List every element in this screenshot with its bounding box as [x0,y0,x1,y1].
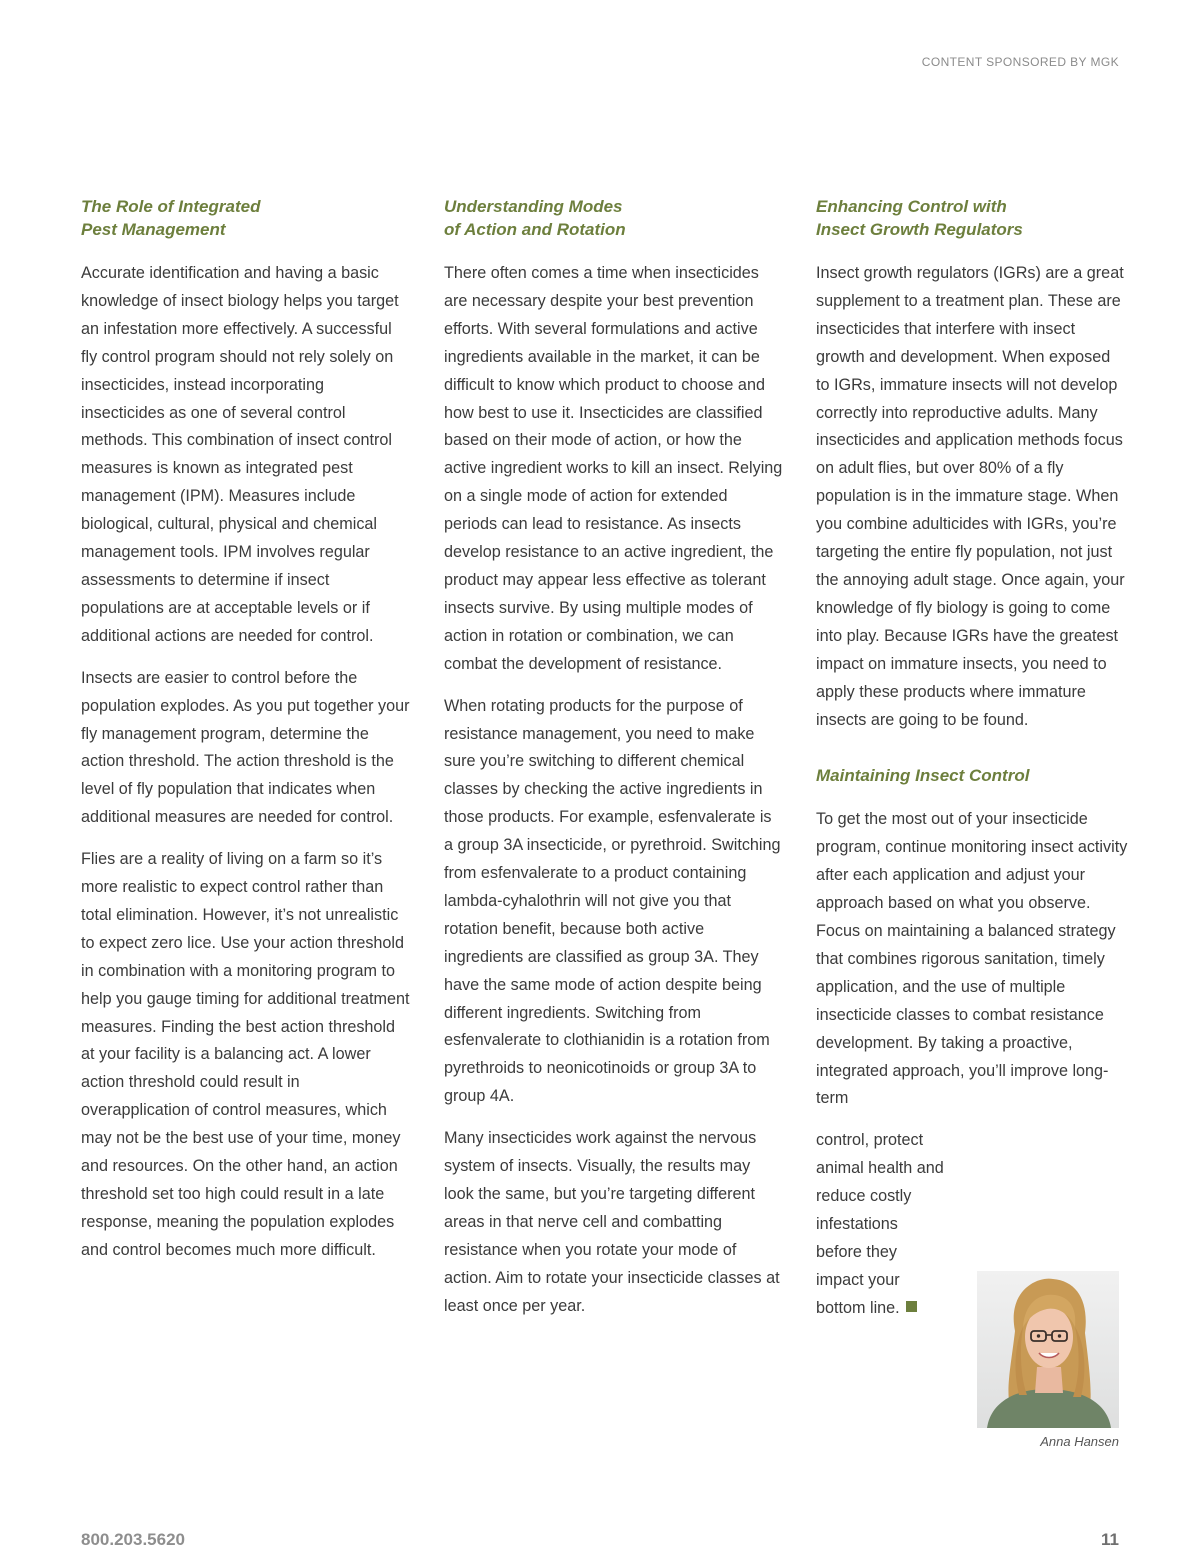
heading-maintaining-control: Maintaining Insect Control [816,766,1030,786]
footer-phone: 800.203.5620 [81,1530,185,1549]
heading-igr-line1: Enhancing Control with [816,197,1007,216]
column-ipm [81,195,411,1265]
author-portrait-icon [977,1271,1119,1428]
heading-igr-line2: Insect Growth Regulators [816,220,1023,239]
heading-modes-line1: Understanding Modes [444,197,623,216]
wrapped-lines [816,1127,976,1322]
paragraph: When rotating products for the purpose of resistance management, you need to make sure you’re switching to different chemical classes by checking the active ingredients in those products. For example, esfenvalerate is a group 3A insecticide, or pyrethroid. Switching from esfenvalerate to a product containing lambda-cyhalothrin will not give you that rotation benefit, because both active ingredients are classified as group 3A. They have the same mode of action despite being different ingredients. Switching from esfenvalerate to clothianidin is a rotation from pyrethroids to neonicotinoids or group 3A to group 4A. [444,696,781,1106]
heading-igr [816,195,1128,241]
wrap-line: bottom line. [816,1298,900,1317]
heading-modes-line2: of Action and Rotation [444,220,626,239]
column-modes-of-action [444,195,784,1321]
paragraph: Insect growth regulators (IGRs) are a great supplement to a treatment plan. These are insecticides that interfere with insect growth and development. When exposed to IGRs, immature insects will not develop correctly into reproductive adults. Many insecticides and application methods focus on adult flies, but over 80% of a fly population is in the immature stage. When you combine adulticides with IGRs, you’re targeting the entire fly population, not just the annoying adult stage. Once again, your knowledge of fly biology is going to come into play. Because IGRs have the greatest impact on immature insects, you need to apply these products where immature insects are going to be found. [816,264,1125,729]
wrap-line: control, protect [816,1131,924,1150]
wrap-line: infestations [816,1215,898,1234]
end-square-icon [906,1301,917,1312]
wrap-line: before they [816,1243,897,1261]
wrap-line: animal health and [816,1159,944,1178]
heading-ipm [81,195,411,241]
wrap-line: impact your [816,1270,900,1289]
paragraph: Flies are a reality of living on a farm so it’s more realistic to expect control rather than total elimination. However, it’s not unrealistic to expect zero lice. Use your action threshold in combination with a monitoring program to help you gauge timing for additional treatment measures. Finding the best action threshold at your facility is a balancing act. A lower action threshold could result in overapplication of control measures, which may not be the best use of your time, money and resources. On the other hand, an action threshold set too high could result in a late response, meaning the population explodes and control becomes much more difficult. [81,850,410,1259]
heading-modes-of-action [444,195,784,241]
paragraph: There often comes a time when insecticides are necessary despite your best prevention efforts. With several formulations and active ingredients available in the market, it can be difficult to know which product to choose and how best to use it. Insecticides are classified based on their mode of action, or how the active ingredient works to kill an insect. Relying on a single mode of action for extended periods can lead to resistance. As insects develop resistance to an active ingredient, the product may appear less effective as tolerant insects survive. By using multiple modes of action in rotation or combination, we can combat the development of resistance. [444,264,783,673]
paragraph: To get the most out of your insecticide program, continue monitoring insect activity after each application and adjust your approach based on what you observe. Focus on maintaining a balanced strategy that combines rigorous sanitation, timely application, and the use of multiple insecticide classes to combat resistance development. By taking a proactive, integrated approach, you’ll improve long-term [816,810,1128,1108]
author-caption: Anna Hansen [1040,1434,1119,1449]
sponsor-label: CONTENT SPONSORED BY MGK [921,55,1119,69]
paragraph: Many insecticides work against the nervous system of insects. Visually, the results may look the same, but you’re targeting different areas in that nerve cell and combatting resistance when you rotate your mode of action. Aim to rotate your insecticide classes at least once per year. [444,1129,780,1315]
heading-ipm-line2: Pest Management [81,220,226,239]
author-photo-block [977,1271,1119,1449]
wrap-line-last [816,1295,976,1323]
heading-ipm-line1: The Role of Integrated [81,197,261,216]
page-number: 11 [1101,1530,1119,1549]
column-igr [816,195,1128,1323]
paragraph: Accurate identification and having a basic knowledge of insect biology helps you target an infestation more effectively. A successful fly control program should not rely solely on insecticides, instead incorporating insecticides as one of several control methods. This combination of insect control measures is known as integrated pest management (IPM). Measures include biological, cultural, physical and chemical management tools. IPM involves regular assessments to determine if insect populations are at acceptable levels or if additional actions are needed for control. [81,264,399,645]
wrap-line: reduce costly [816,1187,912,1206]
paragraph: Insects are easier to control before the population explodes. As you put together your fly management program, determine the action threshold. The action threshold is the level of fly population that indicates when additional measures are needed for control. [81,668,410,827]
